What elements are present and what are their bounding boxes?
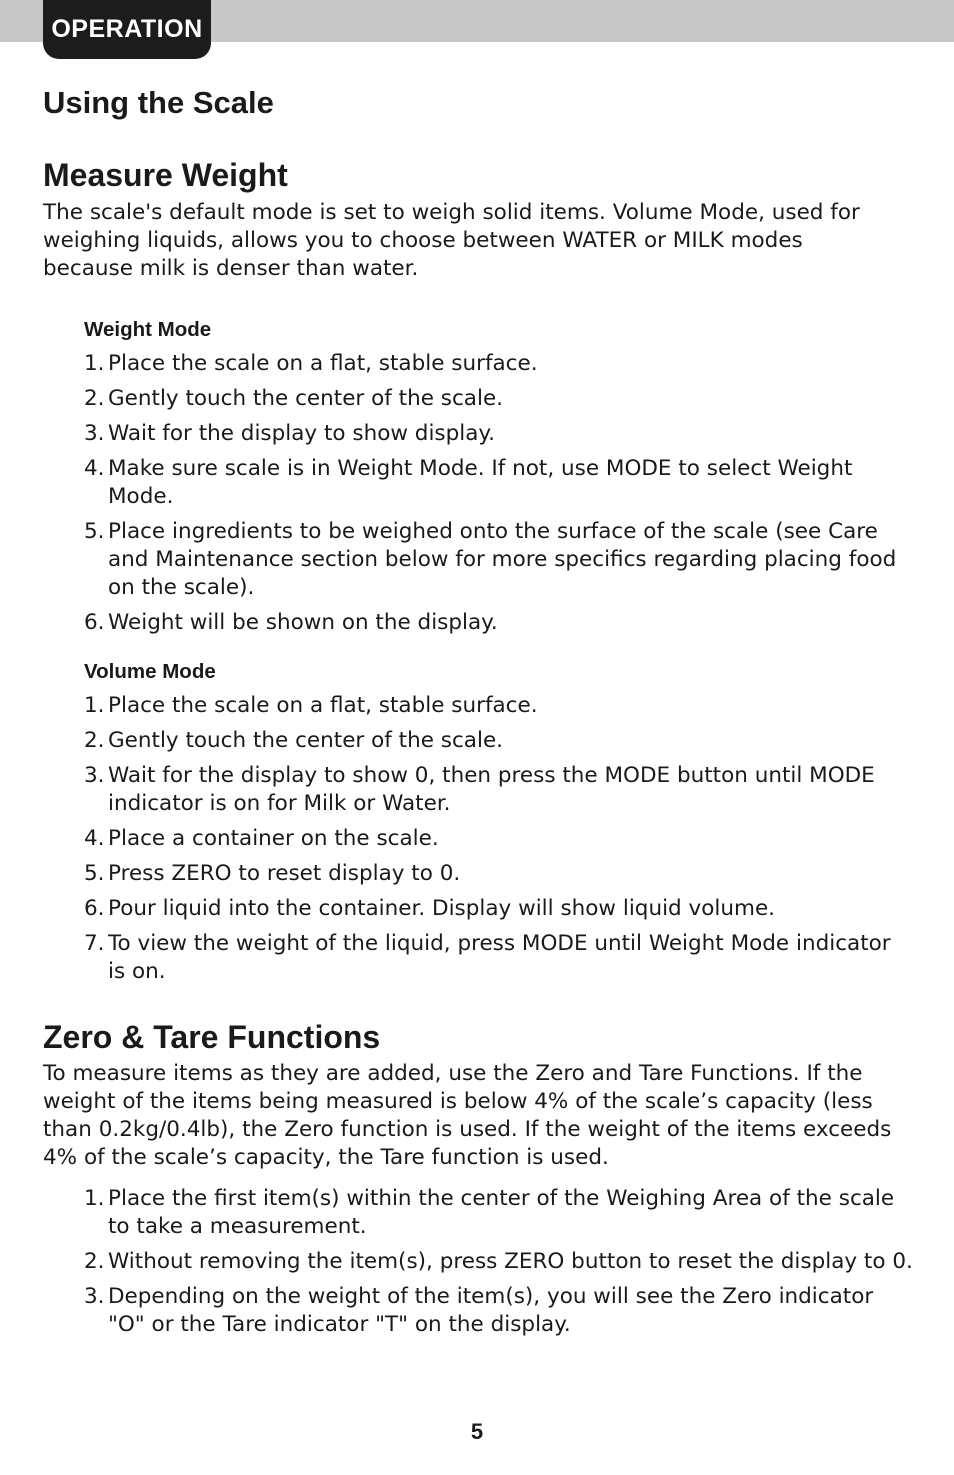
volume-mode-steps [84, 692, 914, 993]
step-number: 6. [84, 896, 105, 921]
step-number: 3. [84, 421, 105, 446]
list-item [84, 420, 904, 448]
list-item [84, 1185, 914, 1241]
weight-mode-steps [84, 350, 904, 644]
step-text: Place the first item(s) within the center of the Weighing Area of the scale to take a measurement. [108, 1186, 895, 1239]
list-item [84, 609, 904, 637]
section-tab: OPERATION [43, 0, 211, 59]
step-number: 3. [84, 763, 105, 788]
volume-mode-title: Volume Mode [84, 660, 216, 683]
zero-tare-steps [84, 1185, 914, 1346]
list-item [84, 350, 904, 378]
step-number: 2. [84, 728, 105, 753]
step-text: Place a container on the scale. [108, 826, 439, 851]
step-text: Pour liquid into the container. Display will show liquid volume. [108, 896, 776, 921]
list-item [84, 860, 914, 888]
list-item [84, 1248, 914, 1276]
step-number: 2. [84, 386, 105, 411]
step-number: 1. [84, 1186, 105, 1211]
list-item [84, 727, 914, 755]
step-text: Gently touch the center of the scale. [108, 728, 503, 753]
step-text: Wait for the display to show display. [108, 421, 495, 446]
list-item [84, 825, 914, 853]
list-item [84, 692, 914, 720]
step-text: Depending on the weight of the item(s), you will see the Zero indicator "O" or the Tare indicator "T" on the display. [108, 1284, 874, 1337]
list-item [84, 518, 904, 602]
step-text: Place ingredients to be weighed onto the surface of the scale (see Care and Maintenance section below for more specifics regarding placing food on the scale). [108, 519, 897, 600]
list-item [84, 930, 914, 986]
step-number: 1. [84, 351, 105, 376]
list-item [84, 455, 904, 511]
list-item [84, 385, 904, 413]
step-number: 1. [84, 693, 105, 718]
step-number: 3. [84, 1284, 105, 1309]
measure-weight-intro: The scale's default mode is set to weigh solid items. Volume Mode, used for weighing liquids, allows you to choose between WATER or MILK modes because milk is denser than water. [43, 200, 860, 281]
step-number: 7. [84, 931, 105, 956]
step-text: To view the weight of the liquid, press MODE until Weight Mode indicator is on. [108, 931, 891, 984]
step-text: Without removing the item(s), press ZERO button to reset the display to 0. [108, 1249, 913, 1274]
list-item [84, 1283, 914, 1339]
step-text: Place the scale on a flat, stable surface. [108, 693, 538, 718]
list-item [84, 895, 914, 923]
step-text: Place the scale on a flat, stable surface. [108, 351, 538, 376]
step-text: Weight will be shown on the display. [108, 610, 498, 635]
zero-tare-intro: To measure items as they are added, use the Zero and Tare Functions. If the weight of the items being measured is below 4% of the scale’s capacity (less than 0.2kg/0.4lb), the Zero function is used. If the weight of the items exceeds 4% of the scale’s capacity, the Tare function is used. [43, 1061, 892, 1170]
page-number: 5 [470, 1419, 484, 1444]
step-text: Make sure scale is in Weight Mode. If not, use MODE to select Weight Mode. [108, 456, 853, 509]
step-number: 2. [84, 1249, 105, 1274]
list-item [84, 762, 914, 818]
measure-weight-heading: Measure Weight [43, 157, 288, 193]
zero-tare-heading: Zero & Tare Functions [43, 1019, 381, 1055]
weight-mode-title: Weight Mode [84, 318, 212, 341]
step-text: Gently touch the center of the scale. [108, 386, 503, 411]
step-number: 6. [84, 610, 105, 635]
step-text: Wait for the display to show 0, then press the MODE button until MODE indicator is on for Milk or Water. [108, 763, 875, 816]
step-text: Press ZERO to reset display to 0. [108, 861, 461, 886]
step-number: 4. [84, 456, 105, 481]
step-number: 4. [84, 826, 105, 851]
step-number: 5. [84, 861, 105, 886]
step-number: 5. [84, 519, 105, 544]
page-title: Using the Scale [43, 85, 274, 120]
